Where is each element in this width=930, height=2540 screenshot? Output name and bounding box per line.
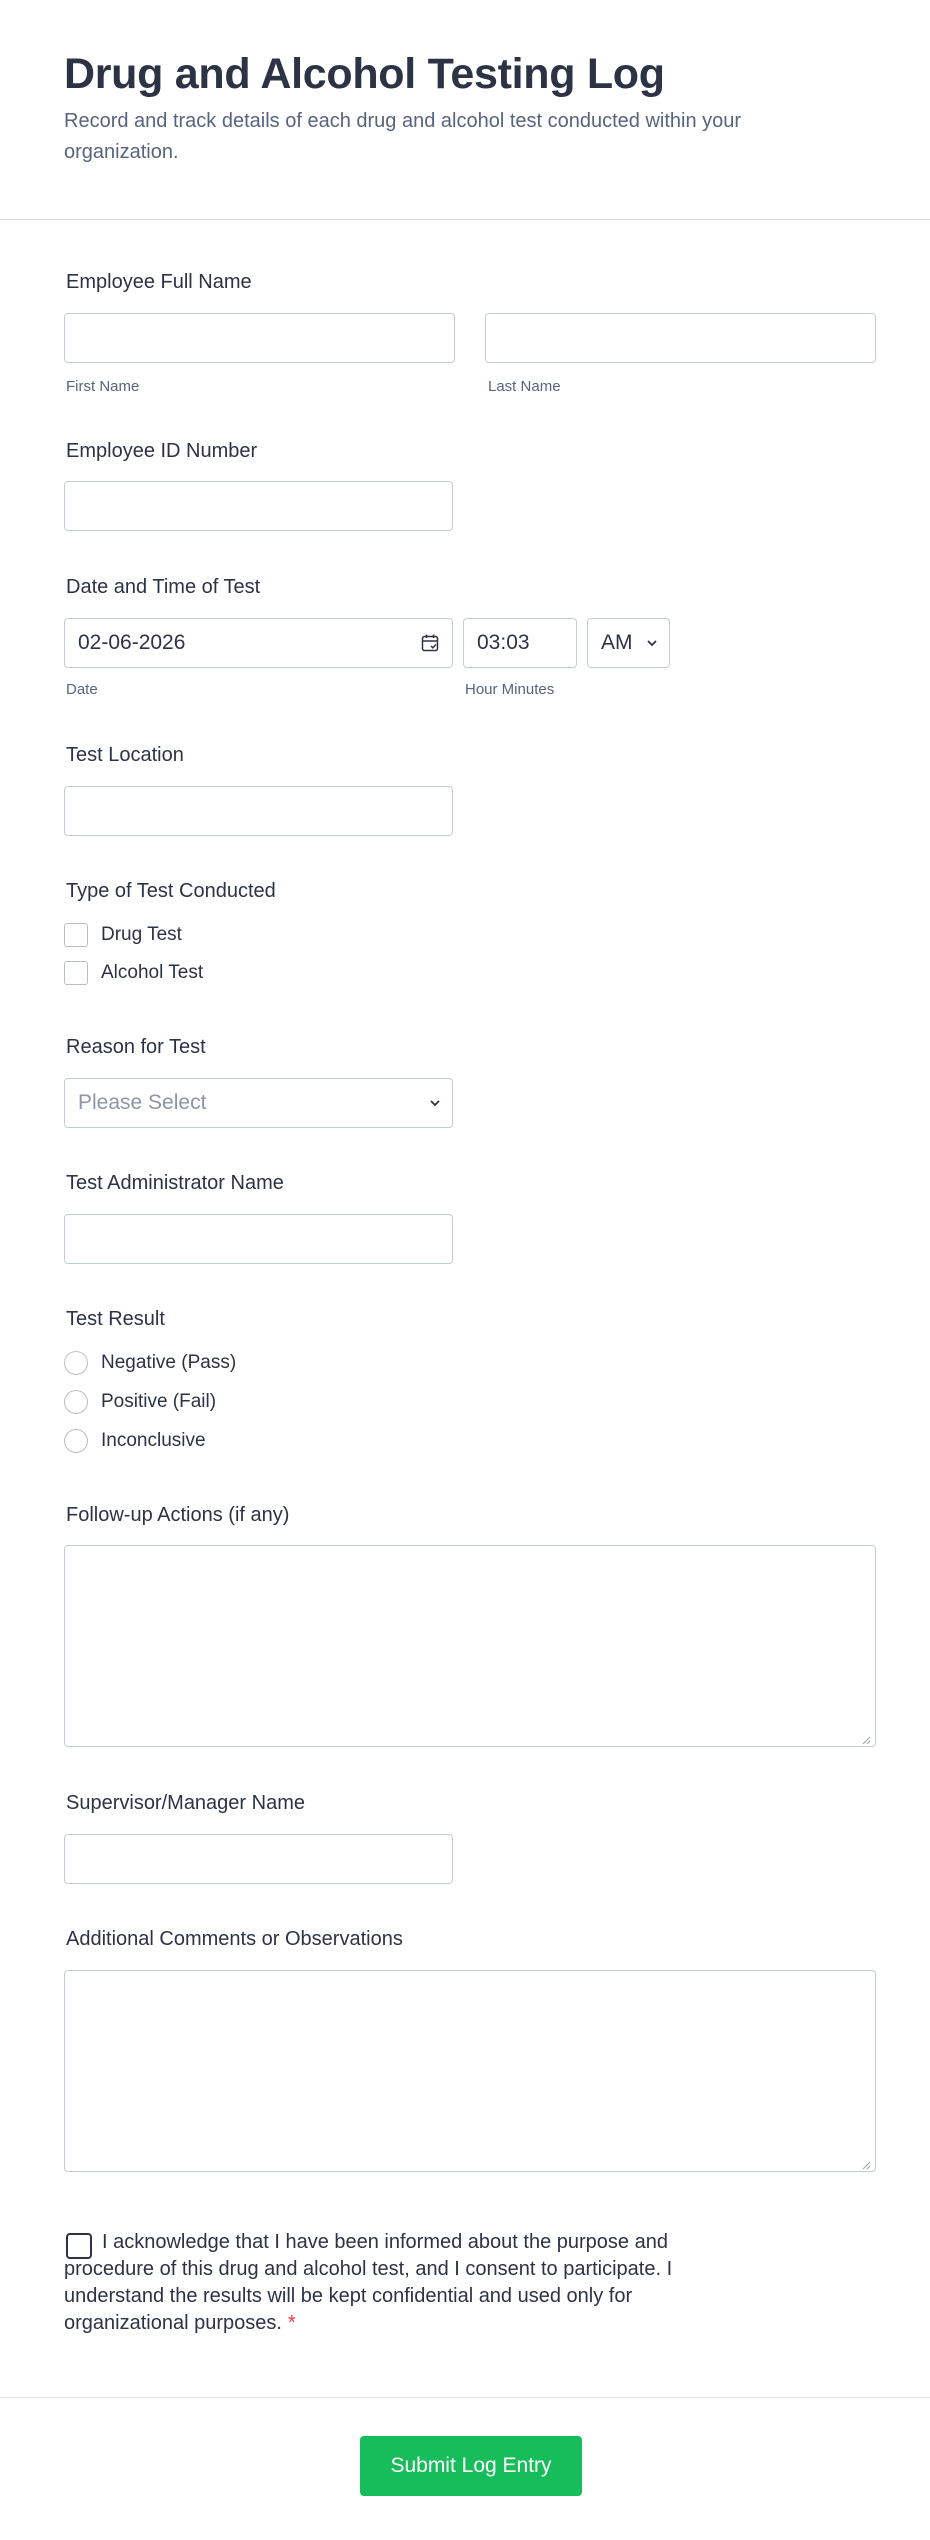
administrator-input[interactable] — [64, 1214, 453, 1264]
supervisor-input[interactable] — [64, 1834, 453, 1884]
employee-id-input[interactable] — [64, 481, 453, 531]
comments-textarea[interactable] — [64, 1970, 876, 2172]
reason-label: Reason for Test — [66, 1036, 206, 1058]
resize-handle-icon[interactable] — [861, 1732, 871, 1742]
comments-label: Additional Comments or Observations — [66, 1928, 403, 1950]
drug-test-label[interactable]: Drug Test — [101, 924, 182, 945]
date-value: 02-06-2026 — [78, 631, 186, 654]
location-input[interactable] — [64, 786, 453, 836]
chevron-down-icon — [645, 636, 659, 650]
last-name-sublabel: Last Name — [488, 378, 561, 395]
alcohol-test-label[interactable]: Alcohol Test — [101, 962, 204, 983]
ampm-select[interactable] — [587, 618, 670, 668]
last-name-input[interactable] — [485, 313, 876, 363]
followup-label: Follow-up Actions (if any) — [66, 1504, 290, 1526]
result-positive-radio[interactable] — [64, 1390, 88, 1414]
form-subtitle: Record and track details of each drug and alcohol test conducted within your organization. — [64, 110, 742, 163]
date-time-label: Date and Time of Test — [66, 576, 261, 598]
chevron-down-icon — [428, 1096, 442, 1110]
form-footer — [0, 2397, 930, 2540]
resize-handle-icon[interactable] — [861, 2157, 871, 2167]
form-title: Drug and Alcohol Testing Log — [64, 50, 665, 98]
result-negative-radio[interactable] — [64, 1351, 88, 1375]
test-type-label: Type of Test Conducted — [66, 880, 276, 902]
followup-textarea[interactable] — [64, 1545, 876, 1747]
consent-statement — [64, 2229, 744, 2337]
date-input[interactable] — [64, 618, 453, 668]
employee-name-label: Employee Full Name — [66, 271, 252, 293]
time-input[interactable] — [463, 618, 577, 668]
first-name-sublabel: First Name — [66, 378, 140, 395]
form-header — [0, 0, 930, 220]
result-positive-label[interactable]: Positive (Fail) — [101, 1391, 217, 1412]
date-sublabel: Date — [66, 681, 98, 698]
result-inconclusive-radio[interactable] — [64, 1429, 88, 1453]
alcohol-test-checkbox[interactable] — [64, 961, 88, 985]
required-asterisk: * — [287, 2312, 296, 2334]
time-value: 03:03 — [477, 631, 530, 654]
reason-placeholder: Please Select — [78, 1091, 207, 1114]
calendar-icon[interactable] — [420, 633, 440, 653]
result-negative-label[interactable]: Negative (Pass) — [101, 1352, 237, 1373]
drug-test-checkbox[interactable] — [64, 923, 88, 947]
result-label: Test Result — [66, 1308, 165, 1330]
submit-button[interactable]: Submit Log Entry — [360, 2436, 582, 2496]
administrator-label: Test Administrator Name — [66, 1172, 284, 1194]
ampm-value: AM — [601, 631, 633, 654]
reason-select[interactable] — [64, 1078, 453, 1128]
first-name-input[interactable] — [64, 313, 455, 363]
consent-text: I acknowledge that I have been informed about the purpose and procedure of this drug and alcohol test, and I consent to participate. I understand the results will be kept confidential and used only for organizational purposes. — [64, 2231, 673, 2334]
result-inconclusive-label[interactable]: Inconclusive — [101, 1430, 206, 1451]
location-label: Test Location — [66, 744, 184, 766]
supervisor-label: Supervisor/Manager Name — [66, 1792, 305, 1814]
time-sublabel: Hour Minutes — [465, 681, 555, 698]
employee-id-label: Employee ID Number — [66, 440, 258, 462]
